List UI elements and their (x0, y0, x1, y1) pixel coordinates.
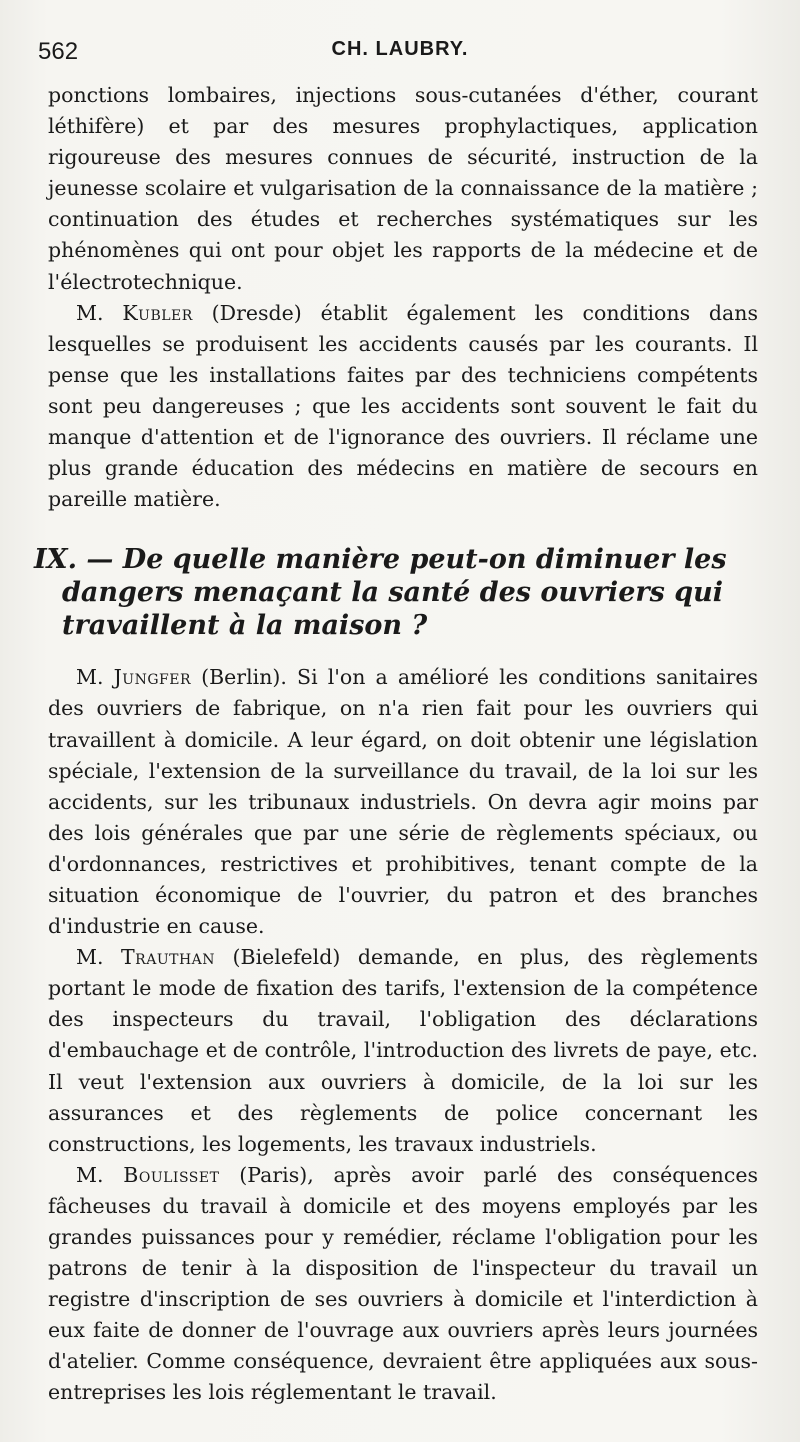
speaker-title: M. (76, 1162, 124, 1187)
speaker-title: M. (76, 300, 123, 325)
paragraph-text: (Berlin). Si l'on a amélioré les conditions sanitaires des ouvriers de fabrique, on n'a rien fait pour les ouvriers qui travaillent à domicile. A leur égard, on doit obtenir une législation spéciale, l'extension de la surveillance du travail, de la loi sur les accidents, sur les tribunaux industriels. On devra agir moins par des lois générales que par une série de règlements spéciaux, ou d'ordonnances, restrictives et prohibitives, tenant compte de la situation économique de l'ouvrier, du patron et des branches d'industrie en cause. (48, 665, 758, 939)
paragraph-continuation: ponctions lombaires, injections sous-cutanées d'éther, courant léthifère) et par des mesures prophylactiques, application rigoureuse des mesures connues de sécurité, instruction de la jeunesse scolaire et vulgarisation de la connaissance de la matière ; continuation des études et recherches systématiques sur les phénomènes qui ont pour objet les rapports de la médecine et de l'électrotechnique. (48, 83, 758, 294)
section-heading: IX. — De quelle manière peut-on diminuer les dangers menaçant la santé des ouvriers qui travaillent à la maison ? (34, 544, 727, 642)
paragraph-boulisset (48, 1160, 758, 1409)
paragraph-text: (Paris), après avoir parlé des conséquences fâcheuses du travail à domicile et des moyens employés par les grandes puissances pour y remédier, réclame l'obligation pour les patrons de tenir à la disposition de l'inspecteur du travail un registre d'inscription de ses ouvriers à domicile et l'interdiction à eux faite de donner de l'ouvrage aux ouvriers après leurs journées d'atelier. Comme conséquence, devraient être appliquées aux sous-entreprises les lois réglementant le travail. (48, 1162, 758, 1405)
paragraph-text: (Bielefeld) demande, en plus, des règlements portant le mode de fixation des tarifs, l'extension de la compétence des inspecteurs du travail, l'obligation des déclarations d'embauchage et de contrôle, l'introduction des livrets de paye, etc. Il veut l'extension aux ouvriers à domicile, de la loi sur les assurances et des règlements de police concernant les constructions, les logements, les travaux industriels. (48, 945, 758, 1156)
paragraph-trauthan (48, 942, 758, 1160)
paragraph-jungfer (48, 662, 758, 942)
speaker-name: Kubler (122, 300, 193, 325)
page-header (38, 38, 762, 68)
paragraph-kubler (48, 298, 758, 516)
paragraph-text: (Dresde) établit également les conditions dans lesquelles se produisent les accidents causés par les courants. Il pense que les installations faites par des techniciens compétents sont peu dangereuses ; que les accidents sont souvent le fait du manque d'attention et de l'ignorance des ouvriers. Il réclame une plus grande éducation des médecins en matière de secours en pareille matière. (48, 300, 758, 512)
speaker-name: Trauthan (121, 945, 216, 970)
speaker-title: M. (76, 665, 114, 690)
speaker-name: Jungfer (113, 665, 192, 690)
running-title: CH. LAUBRY. (331, 38, 469, 60)
speaker-name: Boulisset (123, 1162, 220, 1187)
page-body (34, 80, 758, 1409)
speaker-title: M. (76, 945, 121, 970)
page-number: 562 (38, 38, 79, 65)
